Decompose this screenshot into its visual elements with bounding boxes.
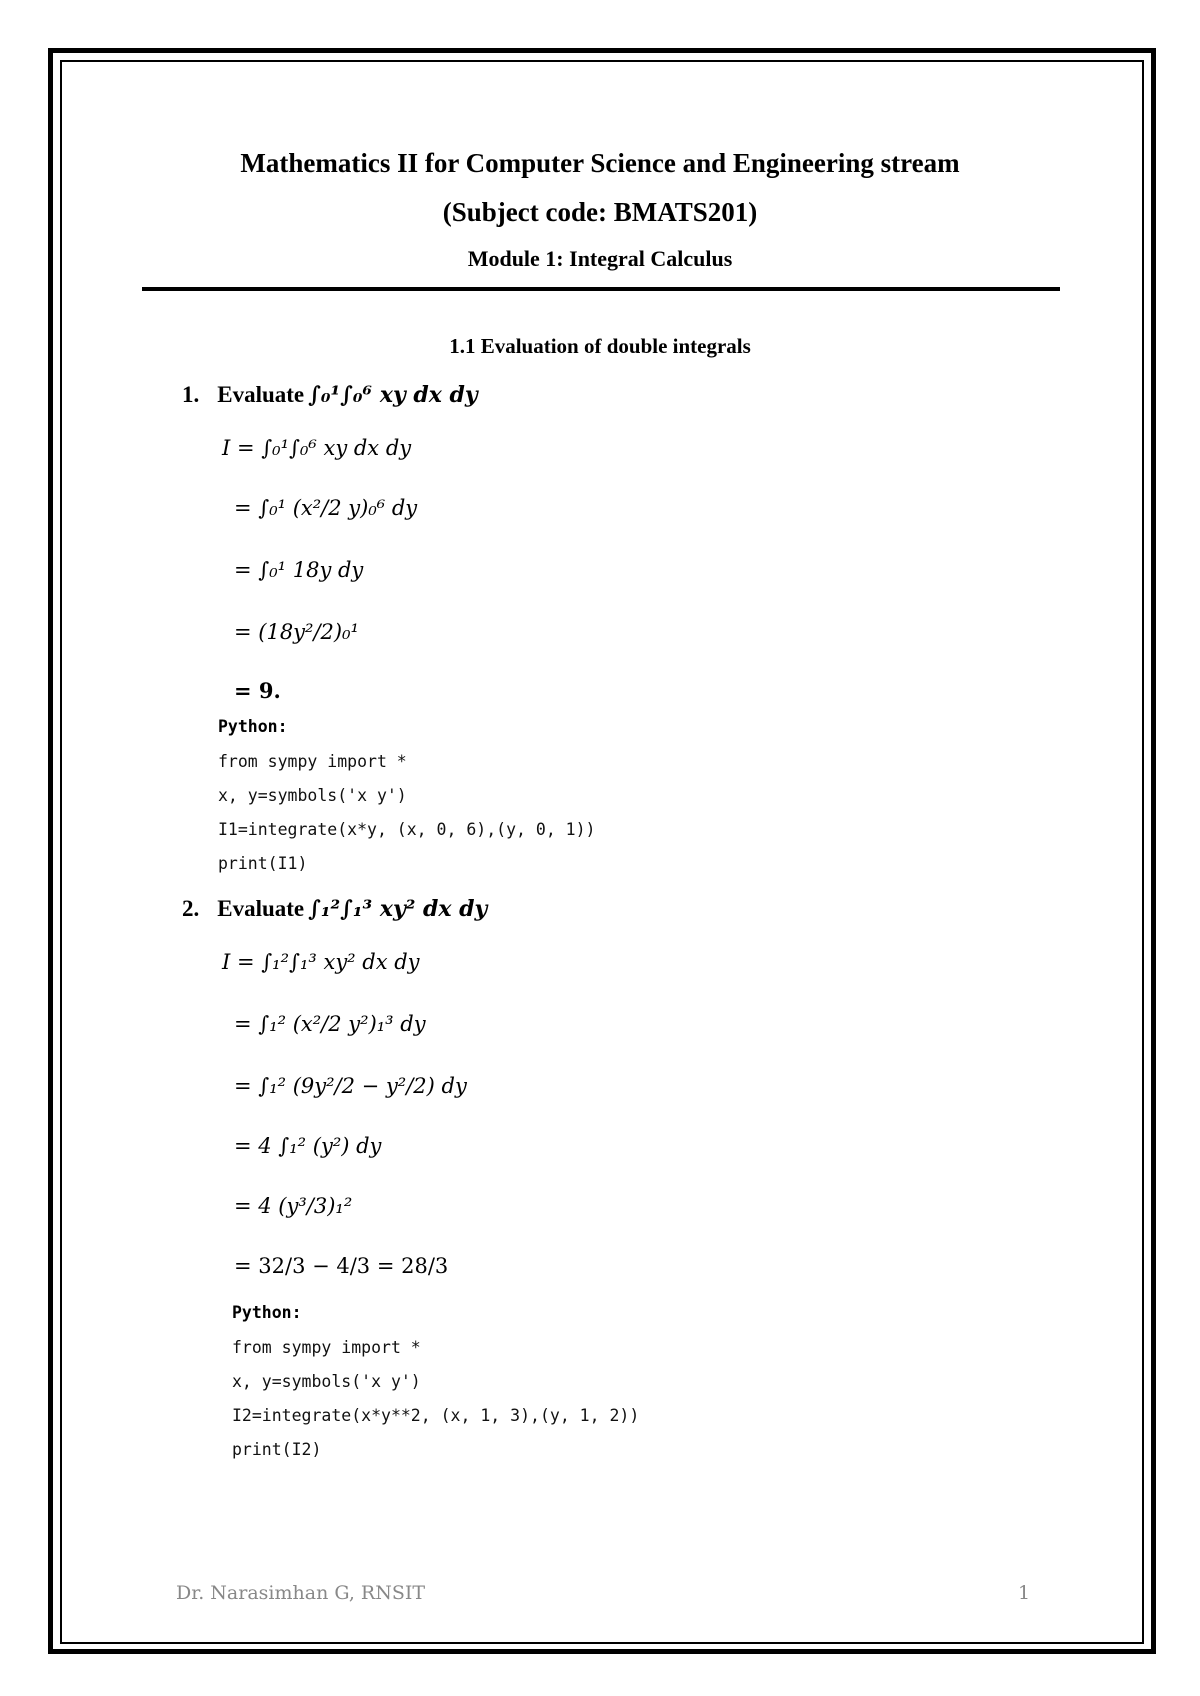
problem-2-step-2: = ∫₁² (x²/2 y²)₁³ dy [234,1012,426,1036]
problem-2-heading [182,896,487,922]
problem-1-step-4: = (18y²/2)₀¹ [234,620,359,644]
problem-1-code-line: x, y=symbols('x y') [218,786,407,805]
problem-1-step-1: I = ∫₀¹∫₀⁶ xy dx dy [222,436,412,460]
problem-1-heading [182,382,478,408]
problem-1-step-2: = ∫₀¹ (x²/2 y)₀⁶ dy [234,496,418,520]
problem-2-evaluate: Evaluate [217,896,305,921]
problem-1-evaluate: Evaluate [217,382,305,407]
subject-code: (Subject code: BMATS201) [442,197,758,227]
section-title: 1.1 Evaluation of double integrals [449,334,751,358]
problem-2-step-5: = 4 (y³/3)₁² [234,1194,353,1218]
problem-2-step-4: = 4 ∫₁² (y²) dy [234,1134,382,1158]
problem-2-step-6: = 32/3 − 4/3 = 28/3 [234,1254,449,1278]
header-divider [142,287,1060,291]
problem-2-code-line: x, y=symbols('x y') [232,1372,421,1391]
problem-2-number: 2. [182,896,200,921]
problem-2-step-3: = ∫₁² (9y²/2 − y²/2) dy [234,1074,467,1098]
problem-1-number: 1. [182,382,200,407]
problem-2-code-line: print(I2) [232,1440,322,1459]
footer-page-number: 1 [1018,1582,1031,1604]
course-title: Mathematics II for Computer Science and Engineering stream [240,148,960,178]
problem-2-python-label: Python: [232,1303,302,1322]
problem-1-python-label: Python: [218,717,288,736]
problem-1-code-line: print(I1) [218,854,308,873]
problem-1-statement: ∫₀¹∫₀⁶ xy dx dy [308,382,478,408]
problem-1-step-3: = ∫₀¹ 18y dy [234,558,364,582]
problem-1-step-5: = 9. [234,678,281,703]
problem-2-code-line: from sympy import * [232,1338,421,1357]
problem-2-code-line: I2=integrate(x*y**2, (x, 1, 3),(y, 1, 2)) [232,1406,640,1425]
problem-1-code-line: I1=integrate(x*y, (x, 0, 6),(y, 0, 1)) [218,820,596,839]
problem-2-step-1: I = ∫₁²∫₁³ xy² dx dy [222,950,420,974]
problem-2-statement: ∫₁²∫₁³ xy² dx dy [308,896,488,922]
footer-author: Dr. Narasimhan G, RNSIT [176,1582,426,1604]
problem-1-code-line: from sympy import * [218,752,407,771]
module-title: Module 1: Integral Calculus [467,246,733,271]
